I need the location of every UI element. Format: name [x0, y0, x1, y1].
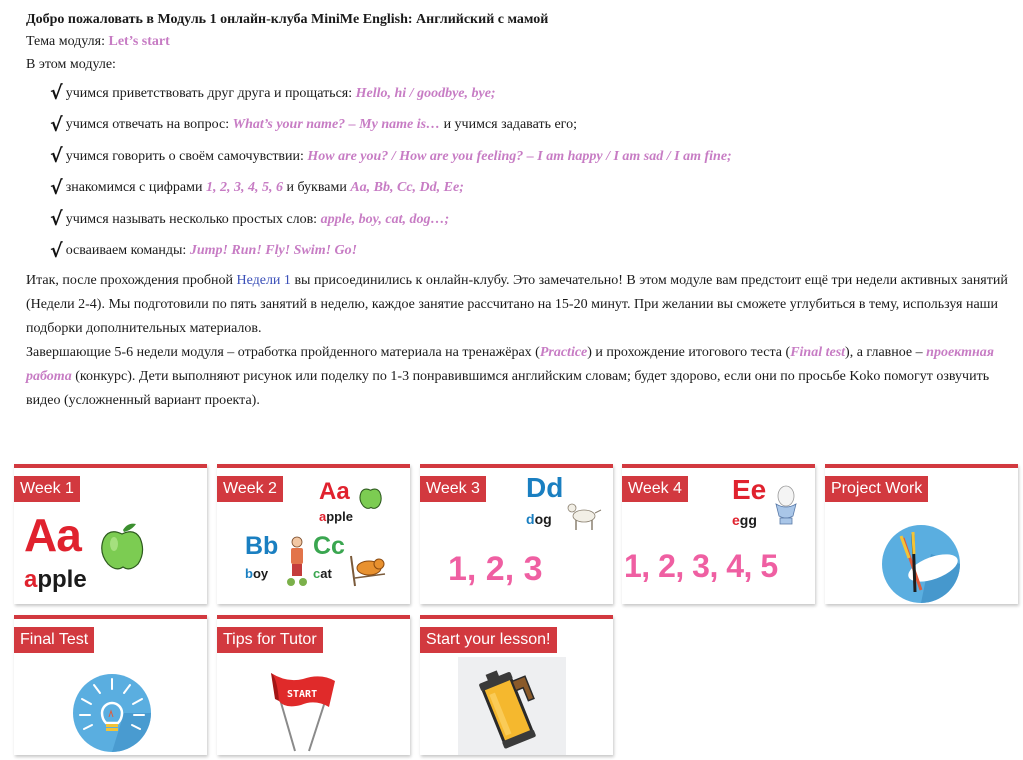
theme-label: Тема модуля: [26, 34, 109, 49]
practice-highlight: Practice [539, 345, 588, 360]
word-egg: egg [732, 512, 757, 528]
checklist-text: учимся называть несколько простых слов: [65, 211, 318, 227]
apple-icon [359, 484, 383, 510]
module-intro [26, 10, 1016, 413]
card-week-1[interactable] [14, 464, 207, 604]
card-label: Week 3 [420, 476, 486, 502]
checklist-item [50, 204, 1016, 236]
card-week-3[interactable] [420, 464, 613, 604]
card-week-2[interactable] [217, 464, 410, 604]
checklist-text: осваиваем команды: [65, 243, 187, 259]
card-label: Project Work [825, 476, 928, 502]
checklist-highlight: 1, 2, 3, 4, 5, 6 [205, 180, 283, 196]
checklist-mid: и буквами [282, 180, 351, 196]
card-label: Week 4 [622, 476, 688, 502]
letter-bb: Bb [245, 532, 279, 560]
letter-dd: Dd [526, 472, 564, 503]
page-title: Добро пожаловать в Модуль 1 онлайн-клуба MiniMe English: Английский с мамой [26, 12, 549, 27]
egg-cup-icon [774, 484, 798, 530]
theme-value: Let’s start [108, 34, 170, 49]
card-label: Week 1 [14, 476, 80, 502]
flag-text: START [287, 689, 318, 700]
checklist-item [50, 236, 1016, 268]
checklist-text: учимся приветствовать друг друга и прощаться: [65, 85, 353, 101]
checklist-highlight-2: Aa, Bb, Cc, Dd, Ee; [350, 180, 464, 196]
checklist-text: знакомимся с цифрами [65, 180, 203, 196]
word-dog: dog [526, 511, 552, 527]
word-apple: apple [24, 566, 87, 593]
word-cat: cat [313, 566, 332, 581]
checklist-highlight: Jump! Run! Fly! Swim! Go! [189, 243, 358, 259]
paragraph-text: Итак, после прохождения пробной [26, 273, 237, 288]
check-icon: √ [50, 145, 63, 168]
checklist-highlight: What’s your name? – My name is… [232, 117, 441, 133]
letter-ee: Ee [732, 474, 767, 505]
paragraph-text: (конкурс). Дети выполняют рисунок или поделку по 1-3 понравившимся английским словам; будет здорово, если они по просьбе Koko помогут озвучить видео (усложненный вариант проекта). [26, 369, 990, 408]
check-icon: √ [50, 82, 63, 105]
dog-icon [566, 500, 602, 532]
checklist-highlight: How are you? / How are you feeling? – I am happy / I am sad / I am fine; [307, 148, 732, 164]
word-apple: apple [319, 509, 353, 524]
check-icon: √ [50, 208, 63, 231]
card-label: Final Test [14, 627, 94, 653]
checklist-item [50, 78, 1016, 110]
numbers: 1, 2, 3 [448, 550, 543, 588]
card-week-4[interactable] [622, 464, 815, 604]
card-label: Tips for Tutor [217, 627, 323, 653]
checklist-highlight: Hello, hi / goodbye, bye; [355, 85, 496, 101]
paragraph-text: ), а главное – [845, 345, 927, 360]
letter-cc: Cc [313, 532, 345, 560]
check-icon: √ [50, 113, 63, 136]
project-highlight: проектная работа [26, 345, 994, 384]
card-label: Start your lesson! [420, 627, 557, 653]
card-tips-for-tutor[interactable] [217, 615, 410, 755]
week1-link[interactable]: Недели 1 [236, 273, 291, 288]
checklist-text: учимся отвечать на вопрос: [65, 117, 230, 133]
numbers: 1, 2, 3, 4, 5 [624, 548, 778, 584]
paragraph-text: Завершающие 5-6 недели модуля – отработка пройденного материала на тренажёрах ( [26, 345, 540, 360]
apple-icon [100, 522, 146, 572]
intro-paragraph [26, 269, 1016, 341]
card-label: Week 2 [217, 476, 283, 502]
checklist-highlight: apple, boy, cat, dog…; [320, 211, 450, 227]
lightbulb-icon [72, 673, 152, 753]
final-weeks-paragraph [26, 341, 1016, 413]
checklist-item [50, 110, 1016, 142]
palette-icon [881, 524, 961, 604]
paragraph-text: вы присоединились к онлайн-клубу. Это замечательно! В этом модуле вам предстоит ещё три недели активных занятий (Недели 2-4). Мы подготовили по пять занятий в неделю, каждое занятие рассчитано на 15-20 минут. При желании вы сможете углубиться в тему, используя наши подборки дополнительных материалов. [26, 273, 1008, 336]
card-start-lesson[interactable] [420, 615, 613, 755]
letter-aa: Aa [319, 478, 350, 505]
check-icon: √ [50, 239, 63, 262]
cat-icon [347, 552, 387, 588]
check-icon: √ [50, 176, 63, 199]
card-final-test[interactable] [14, 615, 207, 755]
final-test-highlight: Final test [790, 345, 846, 360]
checklist-item [50, 173, 1016, 205]
in-module-label: В этом модуле: [26, 57, 116, 72]
checklist-after: и учимся задавать его; [440, 117, 577, 133]
module-theme [26, 30, 1016, 53]
paragraph-text: ) и прохождение итогового теста ( [587, 345, 791, 360]
boy-on-bike-icon [285, 536, 309, 588]
card-project-work[interactable] [825, 464, 1018, 604]
checklist-text: учимся говорить о своём самочувствии: [65, 148, 304, 164]
checklist-item [50, 141, 1016, 173]
film-canister-icon [478, 663, 548, 753]
module-checklist [50, 78, 1016, 267]
start-flag-icon [263, 669, 343, 753]
letter-aa: Aa [24, 509, 81, 561]
word-boy: boy [245, 566, 269, 581]
